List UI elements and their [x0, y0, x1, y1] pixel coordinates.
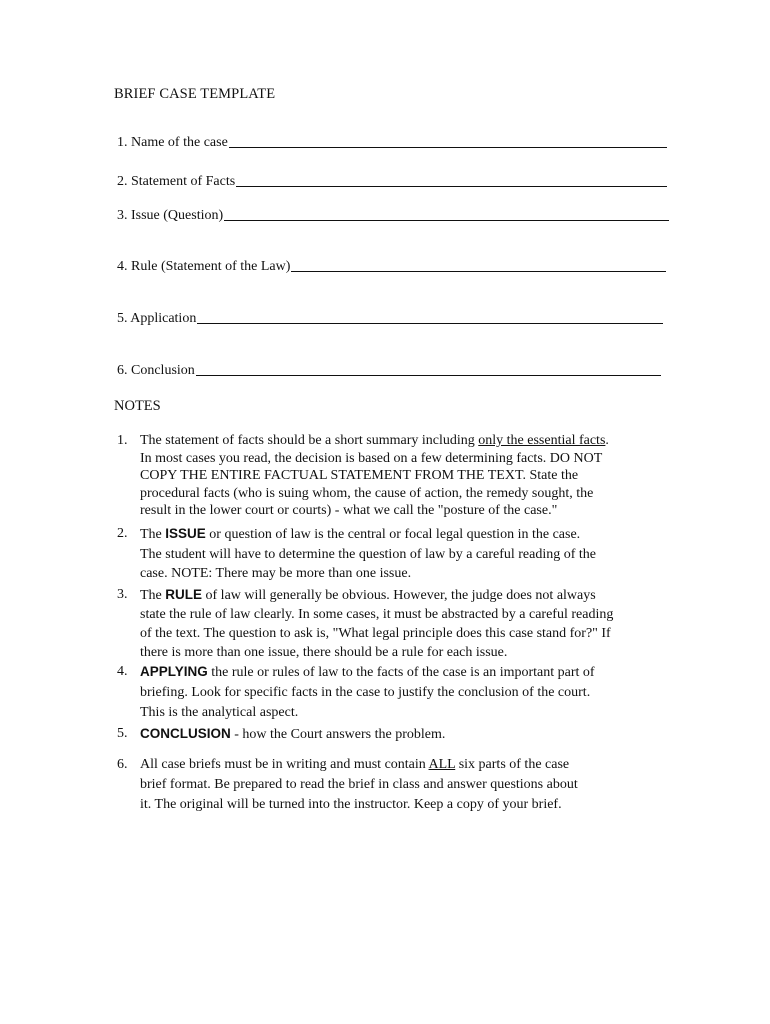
field-label: 4. Rule (Statement of the Law) [117, 259, 291, 274]
note-number: 3. [117, 587, 128, 602]
underlined-text: only the essential facts [478, 433, 606, 448]
note-line: case. NOTE: There may be more than one issue. [140, 566, 412, 581]
note-line: it. The original will be turned into the instructor. Keep a copy of your brief. [140, 797, 562, 812]
note-number: 6. [117, 757, 128, 772]
keyword-conclusion: CONCLUSION [140, 726, 231, 741]
note-line: The student will have to determine the question of law by a careful reading of the [140, 546, 597, 562]
text-run: The statement of facts should be a short summary including [140, 433, 479, 448]
field-application[interactable] [117, 311, 663, 327]
note-item-4 [117, 662, 657, 723]
text-run: the rule or rules of law to the facts of the case is an important part of [207, 665, 595, 680]
text-run: of law will generally be obvious. However, the judge does not always [202, 588, 596, 603]
field-label: 3. Issue (Question) [117, 208, 224, 223]
note-number: 4. [117, 664, 128, 679]
note-line: This is the analytical aspect. [140, 705, 299, 720]
field-statement-of-facts[interactable] [117, 174, 667, 190]
note-line: state the rule of law clearly. In some cases, it must be abstracted by a careful reading [140, 607, 614, 622]
fill-line [291, 271, 666, 272]
keyword-applying: APPLYING [140, 664, 208, 679]
notes-heading: NOTES [114, 398, 161, 414]
field-rule[interactable] [117, 259, 666, 275]
note-item-2 [117, 524, 657, 584]
note-line [140, 585, 657, 605]
note-line: procedural facts (who is suing whom, the cause of action, the remedy sought, the [140, 485, 594, 501]
note-item-1 [117, 432, 657, 520]
note-line: COPY THE ENTIRE FACTUAL STATEMENT FROM THE TEXT. State the [140, 468, 579, 483]
fill-line [236, 186, 667, 187]
field-conclusion[interactable] [117, 363, 661, 379]
underlined-text: ALL [428, 757, 456, 772]
field-label: 1. Name of the case [117, 135, 228, 150]
note-number: 1. [117, 433, 128, 448]
keyword-issue: ISSUE [165, 526, 206, 541]
note-line: brief format. Be prepared to read the brief in class and answer questions about [140, 777, 578, 792]
fill-line [197, 323, 663, 324]
note-number: 5. [117, 726, 128, 741]
field-issue[interactable] [117, 208, 669, 224]
field-label: 6. Conclusion [117, 363, 195, 378]
text-run: - how the Court answers the problem. [230, 727, 446, 742]
text-run: The [140, 527, 166, 542]
note-line: result in the lower court or courts) - what we call the "posture of the case." [140, 503, 558, 518]
note-line: there is more than one issue, there should be a rule for each issue. [140, 645, 508, 660]
note-line: of the text. The question to ask is, "What legal principle does this case stand for?" If [140, 626, 611, 641]
text-run: or question of law is the central or focal legal question in the case. [205, 527, 581, 542]
note-line [140, 755, 657, 775]
note-item-6 [117, 755, 657, 815]
fill-line [224, 220, 669, 221]
text-run: six parts of the case [455, 757, 570, 772]
fill-line [196, 375, 661, 376]
text-run: The [140, 588, 166, 603]
note-line [140, 524, 657, 545]
field-label: 2. Statement of Facts [117, 174, 236, 189]
text-run: . [605, 433, 609, 448]
note-line: briefing. Look for specific facts in the case to justify the conclusion of the court. [140, 685, 591, 700]
note-number: 2. [117, 526, 128, 541]
note-line [140, 724, 657, 745]
note-line [140, 662, 657, 683]
note-line: In most cases you read, the decision is based on a few determining facts. DO NOT [140, 450, 603, 466]
note-line [140, 432, 657, 450]
document-title: BRIEF CASE TEMPLATE [114, 86, 276, 102]
note-item-3 [117, 585, 657, 662]
note-item-5 [117, 724, 657, 745]
field-name-of-case[interactable] [117, 135, 667, 151]
keyword-rule: RULE [165, 587, 203, 602]
text-run: All case briefs must be in writing and must contain [140, 757, 429, 772]
fill-line [229, 147, 667, 148]
field-label: 5. Application [117, 311, 197, 326]
